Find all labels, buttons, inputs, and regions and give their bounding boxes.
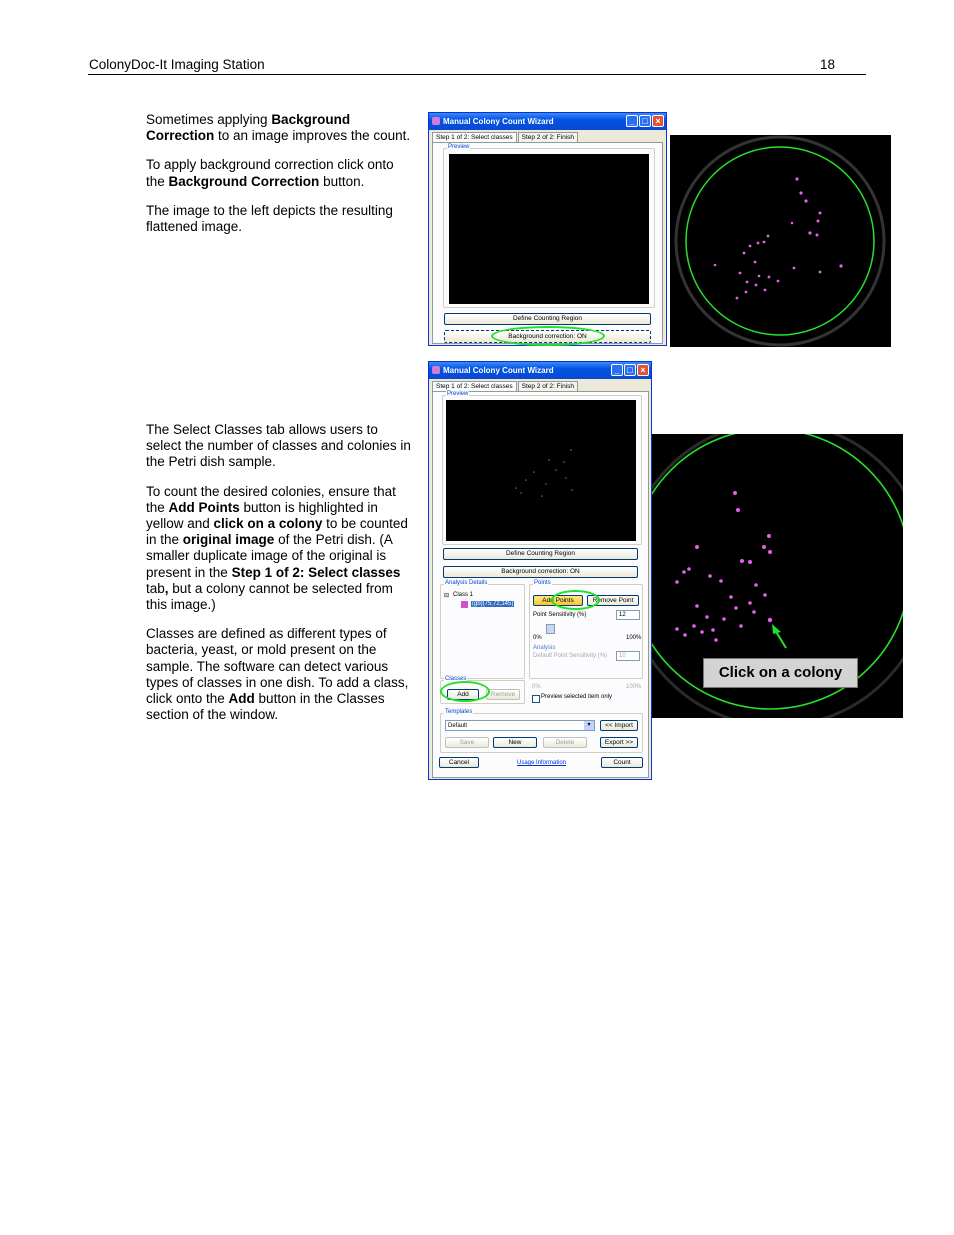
define-counting-region-button-2[interactable]: Define Counting Region xyxy=(443,548,638,560)
class1-color-swatch xyxy=(461,601,468,608)
remove-class-button: Remove xyxy=(486,689,520,700)
analysis-details-label: Analysis Details xyxy=(445,580,488,586)
petri-dish-image-1 xyxy=(670,135,891,347)
slider-min-label: 0% xyxy=(533,635,542,641)
define-counting-region-button[interactable]: Define Counting Region xyxy=(444,313,651,325)
section1-p2: To apply background correction click onto the Background Correction button. xyxy=(146,157,394,189)
section2-text xyxy=(146,422,414,736)
app-icon-2 xyxy=(432,366,440,374)
count-button[interactable]: Count xyxy=(601,757,643,768)
section1-p1: Sometimes applying Background Correction to an image improves the count. xyxy=(146,112,411,144)
wizard2-titlebar xyxy=(429,362,651,379)
class1-value[interactable]: (gb)(75,72,145) xyxy=(472,601,514,607)
wizard-titlebar xyxy=(429,113,666,130)
section2-p1: The Select Classes tab allows users to select the number of classes and colonies in the Petri dish sample. xyxy=(146,422,411,470)
section2-p2: To count the desired colonies, ensure that the Add Points button is highlighted in yellow and click on a colony to be counted in the original image of the Petri dish. (A smaller duplicate image of the original is present in the Step 1 of 2: Select classes tab, but a colony cannot be selected from this image.) xyxy=(146,483,408,613)
template-select[interactable]: Default xyxy=(445,720,595,731)
tab2-panel xyxy=(432,391,649,778)
add-points-button[interactable]: Add Points xyxy=(533,595,583,606)
preview-selected-checkbox[interactable] xyxy=(532,695,540,703)
add-class-highlight-oval xyxy=(440,681,490,702)
usage-information-link[interactable]: Usage Information xyxy=(517,760,567,766)
default-sensitivity-input: 10 xyxy=(616,651,640,661)
preview-selected-label: Preview selected item only xyxy=(541,694,613,700)
tab-select-classes[interactable]: Step 1 of 2: Select classes xyxy=(432,132,517,143)
analysis-details-group xyxy=(440,580,525,679)
preview2-image xyxy=(446,400,636,541)
new-template-button[interactable]: New xyxy=(493,737,537,748)
tab-panel xyxy=(432,142,663,344)
close-icon-2[interactable]: × xyxy=(637,364,649,376)
cancel-button[interactable]: Cancel xyxy=(439,757,479,768)
classes-label: Classes xyxy=(445,676,467,682)
petri-dish-svg xyxy=(670,135,891,347)
document-title: ColonyDoc-It Imaging Station xyxy=(89,57,265,72)
export-button[interactable]: Export >> xyxy=(600,737,638,748)
add-points-highlight-oval xyxy=(551,590,600,610)
point-sensitivity-input[interactable]: 12 xyxy=(616,610,640,620)
templates-group xyxy=(440,709,643,753)
section2-p3: Classes are defined as different types of bacteria, yeast, or mold present on the sample. The software can detect various types of classes in one dish. To add a class, click onto the Add button in the Classes section of the window. xyxy=(146,626,409,723)
tab2-finish[interactable]: Step 2 of 2: Finish xyxy=(518,381,578,392)
wizard2-title: Manual Colony Count Wizard xyxy=(443,366,554,375)
wizard-tabs xyxy=(432,132,579,142)
preview-label: Preview xyxy=(448,144,470,150)
close-icon[interactable]: × xyxy=(652,115,664,127)
minimize-icon-2[interactable]: _ xyxy=(611,364,623,376)
tab2-select-classes[interactable]: Step 1 of 2: Select classes xyxy=(432,381,517,392)
maximize-icon[interactable]: □ xyxy=(639,115,651,127)
preview2-group xyxy=(442,391,642,545)
wizard-title: Manual Colony Count Wizard xyxy=(443,117,554,126)
background-correction-button-2[interactable]: Background correction: ON xyxy=(443,566,638,578)
chevron-down-icon[interactable]: ▾ xyxy=(584,721,594,730)
slider-max-label: 100% xyxy=(626,635,642,641)
preview2-label: Preview xyxy=(447,391,469,397)
point-sensitivity-label: Point Sensitivity (%) xyxy=(533,612,587,618)
header-rule xyxy=(88,74,866,75)
save-template-button: Save xyxy=(445,737,489,748)
preview2-dots xyxy=(446,400,636,541)
collapse-icon[interactable]: ⊟ xyxy=(444,593,450,599)
minimize-icon[interactable]: _ xyxy=(626,115,638,127)
class1-label[interactable]: Class 1 xyxy=(453,592,474,598)
click-on-colony-callout: Click on a colony xyxy=(703,658,858,688)
wizard-dialog-2 xyxy=(428,361,652,780)
analysis-max-label: 100% xyxy=(626,684,642,690)
highlight-oval xyxy=(491,326,605,346)
section1-text xyxy=(146,112,414,248)
section1-p3: The image to the left depicts the resulting flattened image. xyxy=(146,202,393,235)
remove-point-button[interactable]: Remove Point xyxy=(587,595,639,606)
wizard-dialog-1 xyxy=(428,112,667,346)
maximize-icon-2[interactable]: □ xyxy=(624,364,636,376)
default-point-sensitivity-label: Default Point Sensitivity (%) xyxy=(533,653,608,659)
analysis-label: Analysis xyxy=(533,645,556,651)
add-class-button[interactable]: Add xyxy=(447,689,479,700)
preview-group xyxy=(443,144,655,308)
page-number: 18 xyxy=(820,57,836,72)
templates-label: Templates xyxy=(445,709,473,715)
tab-finish[interactable]: Step 2 of 2: Finish xyxy=(518,132,578,143)
background-correction-button[interactable]: Background correction: ON xyxy=(444,330,651,343)
points-label: Points xyxy=(534,580,551,586)
import-button[interactable]: << Import xyxy=(600,720,638,731)
sensitivity-slider-thumb[interactable] xyxy=(546,624,555,634)
analysis-min-label: 0% xyxy=(532,684,541,690)
preview-image xyxy=(449,154,649,304)
delete-template-button: Delete xyxy=(543,737,587,748)
app-icon xyxy=(432,117,440,125)
wizard2-tabs xyxy=(432,381,579,391)
